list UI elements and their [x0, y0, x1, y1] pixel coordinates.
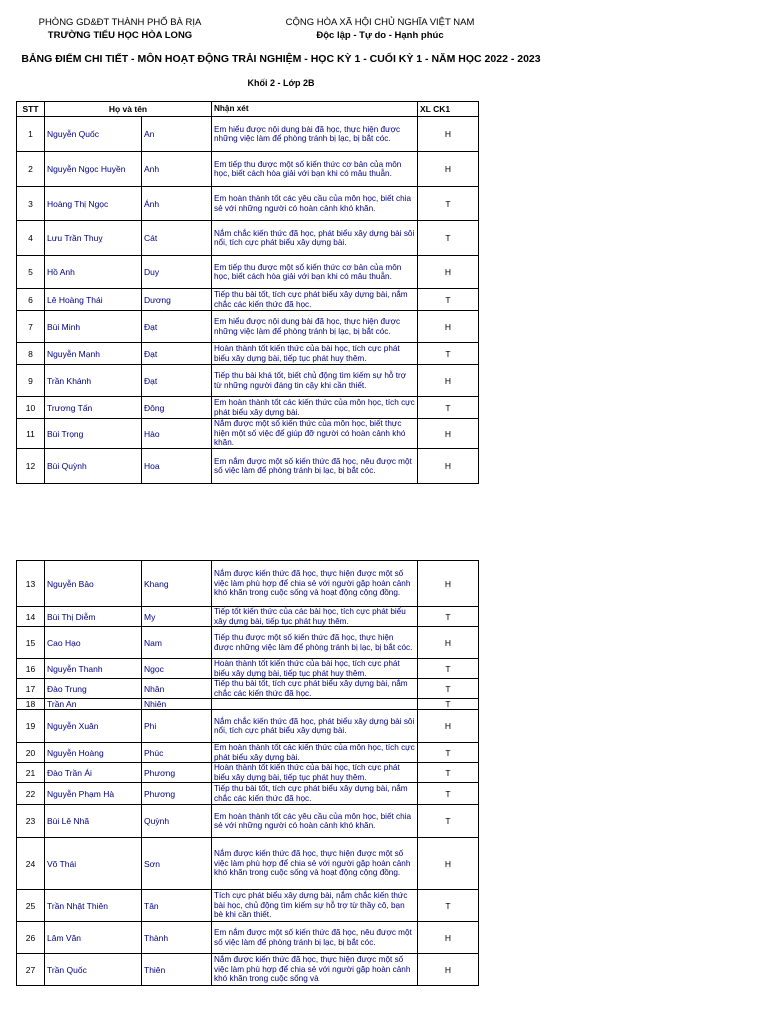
table-row — [17, 117, 479, 152]
student-given-name: Hoa — [142, 449, 212, 484]
table-row — [17, 659, 479, 679]
student-given-name: Phúc — [142, 743, 212, 763]
row-number: 13 — [17, 561, 45, 607]
row-number: 11 — [17, 419, 45, 449]
class-subtitle: Khối 2 - Lớp 2B — [247, 78, 315, 88]
row-number: 7 — [17, 311, 45, 343]
row-number: 9 — [17, 365, 45, 397]
student-surname: Đào Trung — [45, 679, 142, 699]
table-row — [17, 805, 479, 838]
student-surname: Trần An — [45, 699, 142, 710]
grade-cell: H — [418, 256, 479, 289]
row-number: 20 — [17, 743, 45, 763]
student-surname: Nguyễn Quốc — [45, 117, 142, 152]
grade-cell: H — [418, 311, 479, 343]
country-name: CỘNG HÒA XÃ HỘI CHỦ NGHĨA VIỆT NAM — [285, 17, 475, 28]
student-surname: Lưu Trần Thuỵ — [45, 221, 142, 256]
table-row — [17, 221, 479, 256]
motto: Độc lập - Tự do - Hạnh phúc — [316, 30, 444, 41]
table-row — [17, 343, 479, 365]
row-number: 27 — [17, 954, 45, 986]
grade-cell: T — [418, 221, 479, 256]
col-name: Họ và tên — [45, 102, 212, 117]
grade-cell: H — [418, 838, 479, 890]
table-row — [17, 922, 479, 954]
table-row — [17, 289, 479, 311]
student-given-name: Thành — [142, 922, 212, 954]
comment-cell: Tiếp thu bài tốt, tích cực phát biểu xây dựng bài, nắm chắc các kiến thức đã học. — [212, 679, 418, 699]
student-given-name: Sơn — [142, 838, 212, 890]
table-row — [17, 311, 479, 343]
table-row — [17, 890, 479, 922]
row-number: 12 — [17, 449, 45, 484]
table-row — [17, 954, 479, 986]
student-given-name: Duy — [142, 256, 212, 289]
row-number: 22 — [17, 783, 45, 805]
student-given-name: Ngọc — [142, 659, 212, 679]
col-stt: STT — [17, 102, 45, 117]
student-surname: Trương Tấn — [45, 397, 142, 419]
student-surname: Đào Trần Ái — [45, 763, 142, 783]
row-number: 24 — [17, 838, 45, 890]
grade-cell: H — [418, 710, 479, 743]
table-header-row — [17, 102, 479, 117]
student-surname: Trần Nhật Thiên — [45, 890, 142, 922]
table-row — [17, 783, 479, 805]
grade-cell: T — [418, 397, 479, 419]
grade-cell: H — [418, 561, 479, 607]
comment-cell: Hoàn thành tốt kiến thức của bài học, tích cực phát biểu xây dựng bài, tiếp tục phát huy thêm. — [212, 659, 418, 679]
grade-cell: H — [418, 152, 479, 187]
grade-cell: T — [418, 743, 479, 763]
comment-cell: Tiếp thu bài khá tốt, biết chủ động tìm kiếm sự hỗ trợ từ những người đáng tin cậy khi cần thiết. — [212, 365, 418, 397]
student-surname: Nguyễn Thanh — [45, 659, 142, 679]
table-row — [17, 627, 479, 659]
table-row — [17, 449, 479, 484]
table-row — [17, 561, 479, 607]
student-surname: Hoàng Thị Ngọc — [45, 187, 142, 221]
student-surname: Nguyễn Phạm Hà — [45, 783, 142, 805]
table-row — [17, 699, 479, 710]
student-surname: Bùi Minh — [45, 311, 142, 343]
student-given-name: Đạt — [142, 365, 212, 397]
student-surname: Võ Thái — [45, 838, 142, 890]
comment-cell: Nắm được kiến thức đã học, thực hiện được một số việc làm phù hợp để chia sẻ với người gặp hoàn cảnh khó khăn trong cuộc sống và hoạt động cộng đồng. — [212, 561, 418, 607]
student-surname: Hồ Anh — [45, 256, 142, 289]
student-given-name: Nhân — [142, 679, 212, 699]
comment-cell: Em hoàn thành tốt các kiến thức của môn học, tích cực phát biểu xây dựng bài. — [212, 397, 418, 419]
row-number: 16 — [17, 659, 45, 679]
table-row — [17, 710, 479, 743]
grade-cell: T — [418, 805, 479, 838]
comment-cell: Tích cực phát biểu xây dựng bài, nắm chắc kiến thức bài học, chủ động tìm kiếm sự hỗ trợ từ thầy cô, bạn bè khi cần thiết. — [212, 890, 418, 922]
student-given-name: An — [142, 117, 212, 152]
grade-cell: H — [418, 419, 479, 449]
student-surname: Nguyễn Hoàng — [45, 743, 142, 763]
table-row — [17, 679, 479, 699]
grade-table-page-1 — [16, 101, 479, 484]
grade-cell: T — [418, 699, 479, 710]
comment-cell: Em hoàn thành tốt các yêu cầu của môn học, biết chia sẻ với những người có hoàn cảnh khó khăn. — [212, 805, 418, 838]
table-row — [17, 607, 479, 627]
col-comment: Nhận xét — [212, 102, 418, 117]
table-row — [17, 419, 479, 449]
grade-cell: T — [418, 607, 479, 627]
comment-cell: Hoàn thành tốt kiến thức của bài học, tích cực phát biểu xây dựng bài, tiếp tục phát huy thêm. — [212, 343, 418, 365]
table-row — [17, 365, 479, 397]
comment-cell: Em tiếp thu được một số kiến thức cơ bản của môn học, biết cách hòa giải với bạn khi có mâu thuẫn. — [212, 256, 418, 289]
row-number: 17 — [17, 679, 45, 699]
row-number: 6 — [17, 289, 45, 311]
table-row — [17, 187, 479, 221]
row-number: 10 — [17, 397, 45, 419]
student-given-name: Phương — [142, 763, 212, 783]
school-name: TRƯỜNG TIỂU HỌC HÒA LONG — [47, 30, 193, 41]
student-surname: Lâm Văn — [45, 922, 142, 954]
row-number: 3 — [17, 187, 45, 221]
comment-cell: Nắm chắc kiến thức đã học, phát biểu xây dựng bài sôi nổi, tích cực phát biểu xây dựng bài. — [212, 221, 418, 256]
grade-cell: T — [418, 679, 479, 699]
col-grade: XL CK1 — [418, 102, 479, 117]
grade-cell: H — [418, 449, 479, 484]
row-number: 23 — [17, 805, 45, 838]
student-surname: Nguyễn Ngọc Huyền — [45, 152, 142, 187]
row-number: 5 — [17, 256, 45, 289]
grade-cell: T — [418, 763, 479, 783]
student-surname: Bùi Trọng — [45, 419, 142, 449]
student-given-name: Thiên — [142, 954, 212, 986]
student-given-name: Quỳnh — [142, 805, 212, 838]
student-given-name: Ánh — [142, 187, 212, 221]
comment-cell: Tiếp tốt kiến thức của các bài học, tích cực phát biểu xây dựng bài, tiếp tục phát huy thêm. — [212, 607, 418, 627]
table-row — [17, 838, 479, 890]
grade-cell: T — [418, 289, 479, 311]
student-given-name: Tân — [142, 890, 212, 922]
student-given-name: Phương — [142, 783, 212, 805]
comment-cell: Em hiểu được nội dung bài đã học, thực hiện được những việc làm để phòng tránh bị lạc, bị bắt cóc. — [212, 311, 418, 343]
student-given-name: Khang — [142, 561, 212, 607]
student-given-name: Phi — [142, 710, 212, 743]
comment-cell: Nắm được kiến thức đã học, thực hiện được một số việc làm phù hợp để chia sẻ với người gặp hoàn cảnh khó khăn trong cuộc sống và hoạt động cộng đồng. — [212, 838, 418, 890]
comment-cell: Em nắm được một số kiến thức đã học, nêu được một số việc làm để phòng tránh bị lạc, bị bắt cóc. — [212, 922, 418, 954]
table-row — [17, 256, 479, 289]
grade-table-page-2 — [16, 560, 479, 986]
row-number: 19 — [17, 710, 45, 743]
grade-cell: H — [418, 922, 479, 954]
table-row — [17, 152, 479, 187]
row-number: 15 — [17, 627, 45, 659]
grade-cell: H — [418, 117, 479, 152]
comment-cell: Tiếp thu bài tốt, tích cực phát biểu xây dựng bài, nắm chắc các kiến thức đã học. — [212, 783, 418, 805]
row-number: 1 — [17, 117, 45, 152]
student-given-name: Anh — [142, 152, 212, 187]
row-number: 14 — [17, 607, 45, 627]
row-number: 21 — [17, 763, 45, 783]
grade-cell: T — [418, 659, 479, 679]
comment-cell — [212, 699, 418, 710]
student-given-name: Đạt — [142, 343, 212, 365]
document-title: BẢNG ĐIỂM CHI TIẾT - MÔN HOẠT ĐỘNG TRẢI NGHIỆM - HỌC KỲ 1 - CUỐI KỲ 1 - NĂM HỌC 2022 - 2023 — [21, 53, 541, 65]
grade-cell: H — [418, 365, 479, 397]
department-name: PHÒNG GD&ĐT THÀNH PHỐ BÀ RỊA — [38, 17, 202, 28]
student-given-name: Nhiên — [142, 699, 212, 710]
row-number: 25 — [17, 890, 45, 922]
student-surname: Nguyễn Bảo — [45, 561, 142, 607]
comment-cell: Em hoàn thành tốt các kiến thức của môn học, tích cực phát biểu xây dựng bài. — [212, 743, 418, 763]
comment-cell: Em tiếp thu được một số kiến thức cơ bản của môn học, biết cách hòa giải với bạn khi có mâu thuẫn. — [212, 152, 418, 187]
school-header — [20, 16, 220, 43]
student-given-name: Đông — [142, 397, 212, 419]
student-surname: Bùi Thị Diễm — [45, 607, 142, 627]
national-header — [270, 16, 490, 43]
row-number: 8 — [17, 343, 45, 365]
student-surname: Cao Hạo — [45, 627, 142, 659]
student-given-name: Đạt — [142, 311, 212, 343]
grade-cell: T — [418, 343, 479, 365]
table-row — [17, 397, 479, 419]
grade-cell: T — [418, 783, 479, 805]
row-number: 26 — [17, 922, 45, 954]
comment-cell: Em hiểu được nội dung bài đã học, thực hiện được những việc làm để phòng tránh bị lạc, bị bắt cóc. — [212, 117, 418, 152]
table-row — [17, 743, 479, 763]
comment-cell: Tiếp thu bài tốt, tích cực phát biểu xây dựng bài, nắm chắc các kiến thức đã học. — [212, 289, 418, 311]
comment-cell: Hoàn thành tốt kiến thức của bài học, tích cực phát biểu xây dựng bài, tiếp tục phát huy thêm. — [212, 763, 418, 783]
student-given-name: Hào — [142, 419, 212, 449]
student-given-name: Dương — [142, 289, 212, 311]
student-surname: Bùi Lê Nhã — [45, 805, 142, 838]
table-row — [17, 763, 479, 783]
grade-cell: T — [418, 890, 479, 922]
comment-cell: Nắm được một số kiến thức của môn học, biết thực hiện một số việc để giúp đỡ người có hoàn cảnh khó khăn. — [212, 419, 418, 449]
student-surname: Nguyễn Mạnh — [45, 343, 142, 365]
student-surname: Nguyễn Xuân — [45, 710, 142, 743]
student-given-name: Cát — [142, 221, 212, 256]
comment-cell: Nắm chắc kiến thức đã học, phát biểu xây dựng bài sôi nổi, tích cực phát biểu xây dựng bài. — [212, 710, 418, 743]
student-given-name: Nam — [142, 627, 212, 659]
grade-cell: H — [418, 627, 479, 659]
student-given-name: My — [142, 607, 212, 627]
student-surname: Trần Quốc — [45, 954, 142, 986]
student-surname: Lê Hoàng Thái — [45, 289, 142, 311]
comment-cell: Nắm được kiến thức đã học, thực hiện được một số việc làm phù hợp để chia sẻ với người gặp hoàn cảnh khó khăn trong cuộc sống và — [212, 954, 418, 986]
grade-cell: T — [418, 187, 479, 221]
row-number: 4 — [17, 221, 45, 256]
grade-cell: H — [418, 954, 479, 986]
row-number: 18 — [17, 699, 45, 710]
comment-cell: Em nắm được một số kiến thức đã học, nêu được một số việc làm để phòng tránh bị lạc, bị bắt cóc. — [212, 449, 418, 484]
comment-cell: Em hoàn thành tốt các yêu cầu của môn học, biết chia sẻ với những người có hoàn cảnh khó khăn. — [212, 187, 418, 221]
row-number: 2 — [17, 152, 45, 187]
student-surname: Bùi Quỳnh — [45, 449, 142, 484]
student-surname: Trần Khánh — [45, 365, 142, 397]
comment-cell: Tiếp thu được một số kiến thức đã học, thực hiện được những việc làm để phòng tránh bị lạc, bị bắt cóc. — [212, 627, 418, 659]
